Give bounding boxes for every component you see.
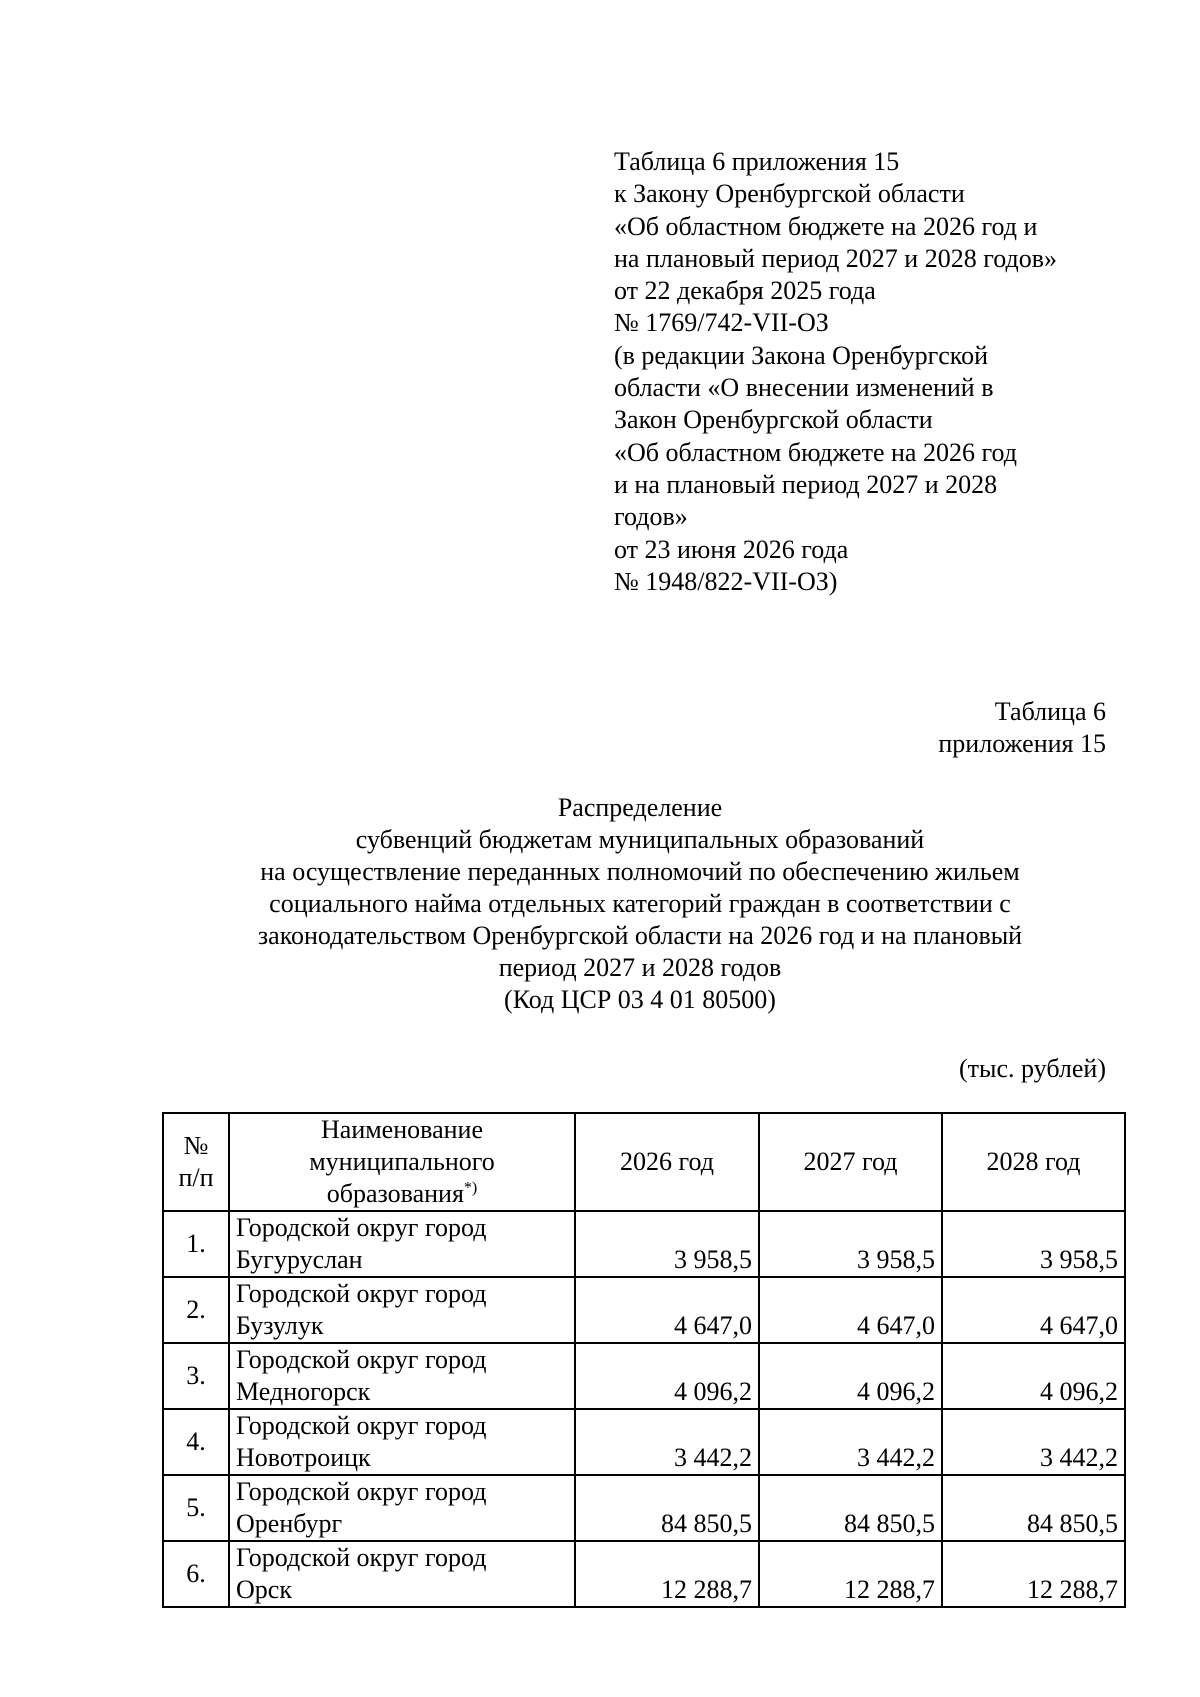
row-number: 6.	[163, 1541, 229, 1607]
header-name: Наименование муниципального образования*)	[229, 1113, 575, 1211]
attachment-line: «Об областном бюджете на 2026 год	[614, 437, 1017, 467]
row-value-2026: 4 647,0	[575, 1277, 759, 1343]
attachment-line: от 22 декабря 2025 года	[614, 276, 876, 306]
row-value-2028: 3 958,5	[942, 1211, 1125, 1277]
row-value-2028: 3 442,2	[942, 1409, 1125, 1475]
row-number: 2.	[163, 1277, 229, 1343]
row-number: 1.	[163, 1211, 229, 1277]
row-value-2026: 3 442,2	[575, 1409, 759, 1475]
attachment-line: к Закону Оренбургской области	[614, 179, 965, 209]
row-value-2026: 84 850,5	[575, 1475, 759, 1541]
row-value-2028: 12 288,7	[942, 1541, 1125, 1607]
attachment-line: (в редакции Закона Оренбургской	[614, 340, 989, 370]
row-number: 3.	[163, 1343, 229, 1409]
footnote-marker: *)	[463, 1179, 478, 1197]
row-name: Городской округ город Новотроицк	[229, 1409, 575, 1475]
row-value-2027: 4 096,2	[759, 1343, 942, 1409]
attachment-line: Таблица 6 приложения 15	[614, 147, 900, 176]
row-value-2027: 4 647,0	[759, 1277, 942, 1343]
title-line: законодательством Оренбургской области на 2026 год и на плановый	[257, 921, 1023, 950]
attachment-line: «Об областном бюджете на 2026 год и	[614, 211, 1038, 241]
attachment-line: годов»	[614, 502, 688, 532]
attachment-header	[614, 146, 1154, 598]
document-title	[160, 792, 1120, 1016]
row-value-2027: 12 288,7	[759, 1541, 942, 1607]
attachment-line: от 23 июня 2026 года	[614, 534, 849, 564]
attachment-line: и на плановый период 2027 и 2028	[614, 469, 998, 499]
row-name: Городской округ город Бугуруслан	[229, 1211, 575, 1277]
row-value-2028: 4 096,2	[942, 1343, 1125, 1409]
row-name: Городской округ город Медногорск	[229, 1343, 575, 1409]
row-value-2026: 4 096,2	[575, 1343, 759, 1409]
table-row	[163, 1211, 1125, 1277]
row-name: Городской округ город Бузулук	[229, 1277, 575, 1343]
row-value-2026: 3 958,5	[575, 1211, 759, 1277]
row-number: 4.	[163, 1409, 229, 1475]
row-value-2028: 4 647,0	[942, 1277, 1125, 1343]
table-row	[163, 1343, 1125, 1409]
title-line: период 2027 и 2028 годов	[498, 953, 782, 982]
title-line: (Код ЦСР 03 4 01 80500)	[504, 985, 776, 1014]
header-2028: 2028 год	[942, 1113, 1125, 1211]
row-number: 5.	[163, 1475, 229, 1541]
table-row	[163, 1541, 1125, 1607]
attachment-line: № 1948/822-VII-ОЗ)	[614, 566, 838, 596]
title-line: Распределение	[557, 793, 723, 822]
header-2027: 2027 год	[759, 1113, 942, 1211]
header-2026: 2026 год	[575, 1113, 759, 1211]
table-reference-line1: Таблица 6	[994, 697, 1106, 726]
row-name: Городской округ город Оренбург	[229, 1475, 575, 1541]
row-value-2027: 84 850,5	[759, 1475, 942, 1541]
table-header-row	[163, 1113, 1125, 1211]
row-value-2027: 3 958,5	[759, 1211, 942, 1277]
distribution-table	[162, 1112, 1126, 1608]
table-row	[163, 1277, 1125, 1343]
units-label: (тыс. рублей)	[958, 1054, 1106, 1083]
attachment-line: на плановый период 2027 и 2028 годов»	[614, 243, 1057, 273]
row-value-2028: 84 850,5	[942, 1475, 1125, 1541]
table-row	[163, 1409, 1125, 1475]
row-value-2027: 3 442,2	[759, 1409, 942, 1475]
attachment-line: № 1769/742-VII-ОЗ	[614, 308, 829, 338]
title-line: социального найма отдельных категорий граждан в соответствии с	[269, 889, 1011, 918]
title-line: субвенций бюджетам муниципальных образований	[355, 825, 925, 854]
table-reference	[938, 696, 1106, 760]
table-reference-line2: приложения 15	[938, 729, 1106, 758]
title-line: на осуществление переданных полномочий по обеспечению жильем	[260, 857, 1020, 886]
header-number: № п/п	[163, 1113, 229, 1211]
row-value-2026: 12 288,7	[575, 1541, 759, 1607]
table-row	[163, 1475, 1125, 1541]
attachment-line: Закон Оренбургской области	[614, 405, 933, 435]
row-name: Городской округ город Орск	[229, 1541, 575, 1607]
attachment-line: области «О внесении изменений в	[614, 373, 994, 403]
